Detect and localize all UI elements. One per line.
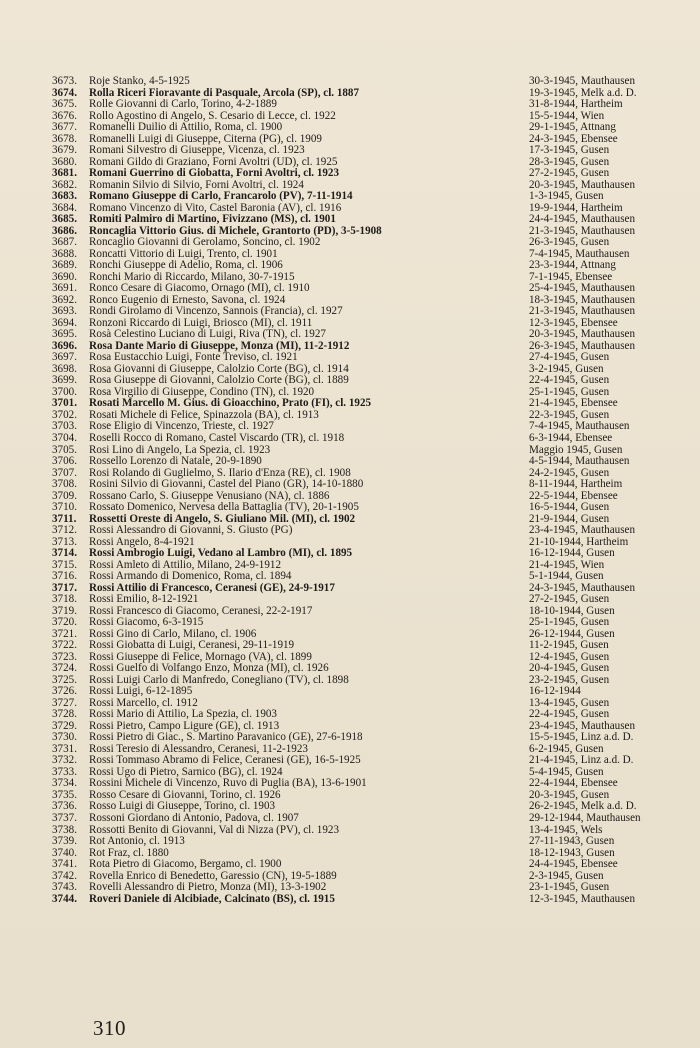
entry-number: 3678. [52, 132, 77, 145]
list-item [52, 767, 642, 779]
entry-death: Maggio 1945, Gusen [529, 444, 623, 456]
entry-name: Rossotti Benito di Giovanni, Val di Nizza (PV), cl. 1923 [89, 824, 339, 836]
entry-death: 21-4-1945, Linz a.d. D. [529, 755, 634, 767]
entry-name: Romano Giuseppe di Carlo, Francarolo (PV), 7-11-1914 [89, 191, 353, 203]
entry-death: 24-2-1945, Gusen [529, 467, 610, 479]
list-item [52, 295, 642, 307]
entry-name: Rosini Silvio di Giovanni, Castel del Piano (GR), 14-10-1880 [89, 479, 364, 491]
entry-name: Roveri Daniele di Alcibiade, Calcinato (BS), cl. 1915 [89, 893, 335, 905]
list-item [52, 329, 642, 341]
list-item [52, 755, 642, 767]
entry-death: 26-3-1945, Mauthausen [529, 340, 635, 352]
list-item [52, 318, 642, 330]
entry-number: 3677. [52, 121, 77, 134]
entry-number: 3673. [52, 75, 77, 87]
entry-number: 3742. [52, 869, 77, 882]
entry-death: 23-4-1945, Mauthausen [529, 720, 635, 732]
list-item [52, 191, 642, 203]
list-item [52, 848, 642, 860]
entry-number: 3687. [52, 236, 77, 249]
entry-death: 16-12-1944 [529, 686, 581, 698]
entry-death: 8-11-1944, Hartheim [529, 479, 623, 491]
entry-number: 3740. [52, 846, 77, 859]
entry-death: 25-4-1945, Mauthausen [529, 283, 635, 295]
entry-name: Rossi Guelfo di Volfango Enzo, Monza (MI), cl. 1926 [89, 663, 329, 675]
entry-name: Rosati Michele di Felice, Spinazzola (BA), cl. 1913 [89, 409, 319, 421]
entry-death: 12-4-1945, Gusen [529, 651, 610, 663]
entry-name: Rossi Amleto di Attilio, Milano, 24-9-1912 [89, 559, 281, 571]
entry-number: 3696. [52, 339, 77, 352]
entry-death: 7-1-1945, Ebensee [529, 271, 613, 283]
list-item [52, 283, 642, 295]
entry-death: 17-3-1945, Gusen [529, 145, 610, 157]
entry-death: 24-4-1945, Mauthausen [529, 214, 635, 226]
entry-name: Rosà Celestino Luciano di Luigi, Riva (TN), cl. 1927 [89, 329, 326, 341]
entry-death: 29-1-1945, Attnang [529, 122, 616, 134]
entry-number: 3717. [52, 581, 77, 594]
entry-death: 1-3-1945, Gusen [529, 191, 604, 203]
entry-name: Rosi Lino di Angelo, La Spezia, cl. 1923 [89, 444, 271, 456]
entry-number: 3737. [52, 812, 77, 824]
entry-name: Rolla Riceri Fioravante di Pasquale, Arcola (SP), cl. 1887 [89, 87, 360, 99]
entry-death: 23-2-1945, Gusen [529, 674, 610, 686]
entry-number: 3723. [52, 650, 77, 663]
list-item [52, 180, 642, 192]
entry-death: 22-4-1945, Gusen [529, 375, 610, 387]
list-item [52, 341, 642, 353]
list-item [52, 709, 642, 721]
entry-name: Rosso Cesare di Giovanni, Torino, cl. 1926 [89, 789, 281, 801]
entry-name: Rosa Giovanni di Giuseppe, Calolzio Corte (BG), cl. 1914 [89, 363, 349, 375]
entry-death: 11-2-1945, Gusen [529, 640, 609, 652]
list-item [52, 571, 642, 583]
entry-name: Rovella Enrico di Benedetto, Garessio (CN), 19-5-1889 [89, 870, 337, 882]
entry-name: Rossetti Oreste di Angelo, S. Giuliano Mil. (MI), cl. 1902 [89, 513, 356, 525]
entry-name: Romani Gildo di Graziano, Forni Avoltri (UD), cl. 1925 [89, 156, 338, 168]
entry-name: Rossano Carlo, S. Giuseppe Venusiano (NA), cl. 1886 [89, 490, 330, 502]
entry-number: 3731. [52, 742, 77, 755]
entry-name: Ronchi Mario di Riccardo, Milano, 30-7-1915 [89, 271, 295, 283]
entry-number: 3707. [52, 466, 77, 479]
entry-death: 23-1-1945, Gusen [529, 882, 610, 894]
entry-number: 3739. [52, 835, 77, 848]
entry-death: 24-3-1945, Mauthausen [529, 582, 635, 594]
list-item [52, 260, 642, 272]
entry-name: Rossi Giuseppe di Felice, Mornago (VA), cl. 1899 [89, 651, 312, 663]
entry-number: 3689. [52, 259, 77, 272]
list-item [52, 778, 642, 790]
entry-name: Rondi Girolamo di Vincenzo, Sannois (Francia), cl. 1927 [89, 306, 343, 318]
list-item [52, 583, 642, 595]
entry-number: 3674. [52, 86, 77, 99]
entry-death: 20-4-1945, Gusen [529, 663, 610, 675]
entry-number: 3725. [52, 673, 77, 686]
entry-death: 21-10-1944, Hartheim [529, 536, 629, 548]
entry-number: 3743. [52, 881, 77, 894]
entry-death: 22-4-1945, Gusen [529, 709, 610, 721]
entry-number: 3715. [52, 558, 77, 571]
entry-number: 3693. [52, 305, 77, 318]
entry-death: 19-9-1944, Hartheim [529, 202, 623, 214]
entry-death: 21-4-1945, Wien [529, 559, 605, 571]
entry-number: 3703. [52, 420, 77, 433]
list-item [52, 491, 642, 503]
entry-number: 3736. [52, 800, 77, 813]
list-item [52, 721, 642, 733]
entry-death: 24-4-1945, Ebensee [529, 859, 618, 871]
entry-death: 23-4-1945, Mauthausen [529, 525, 635, 537]
entry-number: 3692. [52, 293, 77, 306]
list-item [52, 214, 642, 226]
list-item [52, 686, 642, 698]
entry-name: Ronchi Giuseppe di Adelio, Roma, cl. 1906 [89, 260, 283, 272]
page-number: 310 [93, 1016, 126, 1040]
list-item [52, 468, 642, 480]
entry-number: 3716. [52, 570, 77, 583]
entry-name: Rossoni Giordano di Antonio, Padova, cl. 1907 [89, 813, 299, 824]
list-item [52, 157, 642, 169]
entry-name: Ronzoni Riccardo di Luigi, Briosco (MI), cl. 1911 [89, 317, 313, 329]
entry-death: 31-8-1944, Hartheim [529, 99, 623, 111]
list-item [52, 456, 642, 468]
list-item [52, 640, 642, 652]
list-item [52, 825, 642, 837]
entry-name: Rota Pietro di Giacomo, Bergamo, cl. 1900 [89, 859, 282, 871]
entry-name: Romanin Silvio di Silvio, Forni Avoltri, cl. 1924 [89, 179, 304, 191]
entry-death: 15-5-1945, Linz a.d. D. [529, 732, 634, 744]
entry-number: 3688. [52, 247, 77, 260]
entry-death: 5-1-1944, Gusen [529, 571, 604, 583]
entry-name: Rossi Gino di Carlo, Milano, cl. 1906 [89, 628, 257, 640]
entry-name: Rossi Tommaso Abramo di Felice, Ceranesi (GE), 16-5-1925 [89, 755, 361, 767]
entry-number: 3729. [52, 719, 77, 732]
entry-name: Rossi Giacomo, 6-3-1915 [89, 617, 204, 629]
entry-name: Rosso Luigi di Giuseppe, Torino, cl. 1903 [89, 801, 276, 813]
entry-number: 3708. [52, 478, 77, 491]
entry-name: Roje Stanko, 4-5-1925 [89, 76, 190, 87]
entry-name: Rossello Lorenzo di Natale, 20-9-1890 [89, 456, 262, 468]
list-item [52, 698, 642, 710]
list-item [52, 76, 642, 88]
entry-name: Rossi Alessandro di Giovanni, S. Giusto (PG) [89, 525, 293, 537]
entry-death: 6-2-1945, Gusen [529, 743, 604, 755]
entry-name: Rossi Emilio, 8-12-1921 [89, 594, 199, 606]
list-item [52, 652, 642, 664]
entry-number: 3684. [52, 201, 77, 214]
entry-death: 12-3-1945, Mauthausen [529, 893, 635, 905]
entry-number: 3701. [52, 397, 77, 410]
entry-number: 3694. [52, 316, 77, 329]
list-item [52, 514, 642, 526]
list-item [52, 629, 642, 641]
entry-death: 18-10-1944, Gusen [529, 605, 615, 617]
entry-death: 19-3-1945, Melk a.d. D. [529, 87, 637, 99]
entry-death: 18-3-1945, Mauthausen [529, 294, 635, 306]
entry-number: 3726. [52, 685, 77, 698]
list-item [52, 732, 642, 744]
entry-death: 21-9-1944, Gusen [529, 513, 610, 525]
entry-number: 3711. [52, 512, 77, 525]
entry-death: 22-3-1945, Gusen [529, 409, 610, 421]
entry-name: Rosati Marcello M. Gius. di Gioacchino, Prato (FI), cl. 1925 [89, 398, 372, 410]
entry-number: 3680. [52, 155, 77, 168]
list-item [52, 122, 642, 134]
list-item [52, 675, 642, 687]
entry-number: 3722. [52, 639, 77, 652]
list-item [52, 859, 642, 871]
entry-death: 21-3-1945, Mauthausen [529, 225, 635, 237]
entry-name: Rosi Rolando di Guglielmo, S. Ilario d'Enza (RE), cl. 1908 [89, 467, 351, 479]
entry-death: 27-2-1945, Gusen [529, 594, 610, 606]
entry-number: 3706. [52, 455, 77, 468]
list-item [52, 111, 642, 123]
list-item [52, 744, 642, 756]
entry-number: 3710. [52, 501, 77, 514]
entry-death: 27-4-1945, Gusen [529, 352, 610, 364]
list-item [52, 410, 642, 422]
entry-number: 3733. [52, 765, 77, 778]
entry-name: Rossi Ugo di Pietro, Sarnico (BG), cl. 1924 [89, 766, 283, 778]
entry-number: 3702. [52, 408, 77, 421]
entry-list [52, 76, 642, 905]
entry-name: Rose Eligio di Vincenzo, Trieste, cl. 1927 [89, 421, 274, 433]
entry-death: 27-11-1943, Gusen [529, 836, 615, 848]
entry-number: 3735. [52, 788, 77, 801]
entry-death: 16-5-1944, Gusen [529, 502, 610, 514]
entry-number: 3704. [52, 431, 77, 444]
entry-name: Romani Silvestro di Giuseppe, Vicenza, cl. 1923 [89, 145, 305, 157]
list-item [52, 617, 642, 629]
list-item [52, 537, 642, 549]
entry-name: Rossi Attilio di Francesco, Ceranesi (GE), 24-9-1917 [89, 582, 335, 594]
entry-number: 3712. [52, 524, 77, 537]
entry-name: Romiti Palmiro di Martino, Fivizzano (MS), cl. 1901 [89, 214, 336, 226]
list-item [52, 790, 642, 802]
entry-name: Rossi Giobatta di Luigi, Ceranesi, 29-11-1919 [89, 640, 295, 652]
entry-death: 13-4-1945, Wels [529, 824, 603, 836]
entry-name: Romanelli Luigi di Giuseppe, Citerna (PG), cl. 1909 [89, 133, 322, 145]
entry-name: Rollo Agostino di Angelo, S. Cesario di Lecce, cl. 1922 [89, 110, 336, 122]
entry-number: 3690. [52, 270, 77, 283]
list-item [52, 502, 642, 514]
entry-number: 3721. [52, 627, 77, 640]
entry-number: 3682. [52, 178, 77, 191]
list-item [52, 548, 642, 560]
entry-death: 2-3-1945, Gusen [529, 870, 604, 882]
entry-death: 13-4-1945, Gusen [529, 697, 610, 709]
list-item [52, 375, 642, 387]
list-item [52, 249, 642, 261]
list-item [52, 203, 642, 215]
list-item [52, 894, 642, 906]
list-item [52, 525, 642, 537]
entry-name: Rosa Giuseppe di Giovanni, Calolzio Corte (BG), cl. 1889 [89, 375, 349, 387]
entry-death: 20-3-1945, Mauthausen [529, 179, 635, 191]
entry-death: 3-2-1945, Gusen [529, 363, 604, 375]
entry-number: 3724. [52, 662, 77, 675]
list-item [52, 421, 642, 433]
entry-number: 3697. [52, 351, 77, 364]
entry-death: 21-4-1945, Ebensee [529, 398, 618, 410]
entry-name: Rossi Teresio di Alessandro, Ceranesi, 11-2-1923 [89, 743, 308, 755]
entry-death: 26-3-1945, Gusen [529, 237, 610, 249]
entry-name: Rossi Luigi Carlo di Manfredo, Conegliano (TV), cl. 1898 [89, 674, 349, 686]
list-item [52, 306, 642, 318]
entry-number: 3681. [52, 167, 77, 180]
entry-death: 22-5-1944, Ebensee [529, 490, 618, 502]
list-item [52, 813, 642, 825]
entry-number: 3718. [52, 593, 77, 606]
entry-number: 3738. [52, 823, 77, 836]
entry-number: 3730. [52, 731, 77, 744]
entry-name: Rossini Michele di Vincenzo, Ruvo di Puglia (BA), 13-6-1901 [89, 778, 367, 790]
entry-death: 7-4-1945, Mauthausen [529, 248, 630, 260]
entry-death: 12-3-1945, Ebensee [529, 317, 618, 329]
entry-number: 3695. [52, 328, 77, 341]
entry-death: 23-3-1944, Attnang [529, 260, 616, 272]
entry-number: 3719. [52, 604, 77, 617]
entry-number: 3713. [52, 535, 77, 548]
entry-name: Rossi Ambrogio Luigi, Vedano al Lambro (MI), cl. 1895 [89, 548, 353, 560]
entry-name: Roncatti Vittorio di Luigi, Trento, cl. 1901 [89, 248, 278, 260]
entry-number: 3698. [52, 362, 77, 375]
list-item [52, 594, 642, 606]
entry-number: 3686. [52, 224, 77, 237]
list-item [52, 882, 642, 894]
list-item [52, 352, 642, 364]
entry-death: 4-5-1944, Mauthausen [529, 456, 630, 468]
entry-name: Rossi Pietro di Giac., S. Martino Paravanico (GE), 27-6-1918 [89, 732, 363, 744]
entry-number: 3709. [52, 489, 77, 502]
list-item [52, 433, 642, 445]
entry-number: 3728. [52, 708, 77, 721]
list-item [52, 237, 642, 249]
entry-death: 22-4-1944, Ebensee [529, 778, 618, 790]
list-item [52, 134, 642, 146]
entry-name: Rossato Domenico, Nervesa della Battaglia (TV), 20-1-1905 [89, 502, 359, 514]
entry-name: Romano Vincenzo di Vito, Castel Baronia (AV), cl. 1916 [89, 202, 342, 214]
entry-name: Rossi Angelo, 8-4-1921 [89, 536, 195, 548]
entry-number: 3714. [52, 547, 77, 560]
list-item [52, 606, 642, 618]
list-item [52, 560, 642, 572]
entry-number: 3699. [52, 374, 77, 387]
entry-death: 30-3-1945, Mauthausen [529, 76, 635, 87]
entry-name: Rossi Marcello, cl. 1912 [89, 697, 198, 709]
entry-death: 25-1-1945, Gusen [529, 617, 610, 629]
entry-name: Rosa Eustacchio Luigi, Fonte Treviso, cl. 1921 [89, 352, 298, 364]
entry-name: Rosa Virgilio di Giuseppe, Condino (TN), cl. 1920 [89, 386, 315, 398]
entry-death: 7-4-1945, Mauthausen [529, 421, 630, 433]
list-item [52, 479, 642, 491]
entry-name: Rot Fraz, cl. 1880 [89, 847, 169, 859]
list-item [52, 387, 642, 399]
entry-death: 25-1-1945, Gusen [529, 386, 610, 398]
entry-number: 3679. [52, 144, 77, 157]
entry-name: Rossi Pietro, Campo Ligure (GE), cl. 1913 [89, 720, 280, 732]
entry-name: Roselli Rocco di Romano, Castel Viscardo (TR), cl. 1918 [89, 432, 345, 444]
entry-name: Roncaglio Giovanni di Gerolamo, Soncino, cl. 1902 [89, 237, 321, 249]
list-item [52, 168, 642, 180]
entry-number: 3676. [52, 109, 77, 122]
entry-name: Rossi Armando di Domenico, Roma, cl. 1894 [89, 571, 292, 583]
entry-name: Rot Antonio, cl. 1913 [89, 836, 185, 848]
entry-number: 3705. [52, 443, 77, 456]
list-item [52, 364, 642, 376]
entry-name: Ronco Eugenio di Ernesto, Savona, cl. 1924 [89, 294, 286, 306]
list-item [52, 398, 642, 410]
entry-death: 16-12-1944, Gusen [529, 548, 615, 560]
entry-number: 3675. [52, 98, 77, 111]
list-item [52, 445, 642, 457]
entry-name: Roncaglia Vittorio Gius. di Michele, Grantorto (PD), 3-5-1908 [89, 225, 382, 237]
entry-death: 26-12-1944, Gusen [529, 628, 615, 640]
list-item [52, 226, 642, 238]
list-item [52, 663, 642, 675]
entry-death: 24-3-1945, Ebensee [529, 133, 618, 145]
entry-number: 3727. [52, 696, 77, 709]
entry-death: 20-3-1945, Mauthausen [529, 329, 635, 341]
entry-number: 3720. [52, 616, 77, 629]
entry-name: Romani Guerrino di Giobatta, Forni Avoltri, cl. 1923 [89, 168, 340, 180]
list-item [52, 272, 642, 284]
entry-number: 3683. [52, 190, 77, 203]
list-item [52, 871, 642, 883]
entry-death: 28-3-1945, Gusen [529, 156, 610, 168]
entry-number: 3691. [52, 282, 77, 295]
entry-name: Romanelli Duilio di Attilio, Roma, cl. 1900 [89, 122, 283, 134]
entry-name: Ronco Cesare di Giacomo, Ornago (MI), cl. 1910 [89, 283, 310, 295]
entry-death: 18-12-1943, Gusen [529, 847, 615, 859]
entry-number: 3734. [52, 777, 77, 790]
entry-death: 29-12-1944, Mauthausen [529, 813, 641, 824]
entry-death: 26-2-1945, Melk a.d. D. [529, 801, 637, 813]
entry-death: 20-3-1945, Gusen [529, 789, 610, 801]
entry-death: 15-5-1944, Wien [529, 110, 605, 122]
entry-death: 27-2-1945, Gusen [529, 168, 610, 180]
entry-name: Rossi Luigi, 6-12-1895 [89, 686, 193, 698]
entry-number: 3744. [52, 892, 77, 905]
entry-name: Rosa Dante Mario di Giuseppe, Monza (MI), 11-2-1912 [89, 340, 350, 352]
list-item [52, 99, 642, 111]
entry-death: 5-4-1945, Gusen [529, 766, 604, 778]
entry-name: Rossi Francesco di Giacomo, Ceranesi, 22-2-1917 [89, 605, 313, 617]
entry-death: 6-3-1944, Ebensee [529, 432, 613, 444]
entry-name: Rovelli Alessandro di Pietro, Monza (MI), 13-3-1902 [89, 882, 327, 894]
entry-name: Rolle Giovanni di Carlo, Torino, 4-2-1889 [89, 99, 277, 111]
list-item [52, 145, 642, 157]
entry-name: Rossi Mario di Attilio, La Spezia, cl. 1903 [89, 709, 277, 721]
entry-number: 3700. [52, 385, 77, 398]
list-item [52, 88, 642, 100]
entry-number: 3685. [52, 213, 77, 226]
entry-number: 3741. [52, 858, 77, 871]
list-item [52, 801, 642, 813]
list-item [52, 836, 642, 848]
entry-number: 3732. [52, 754, 77, 767]
entry-death: 21-3-1945, Mauthausen [529, 306, 635, 318]
